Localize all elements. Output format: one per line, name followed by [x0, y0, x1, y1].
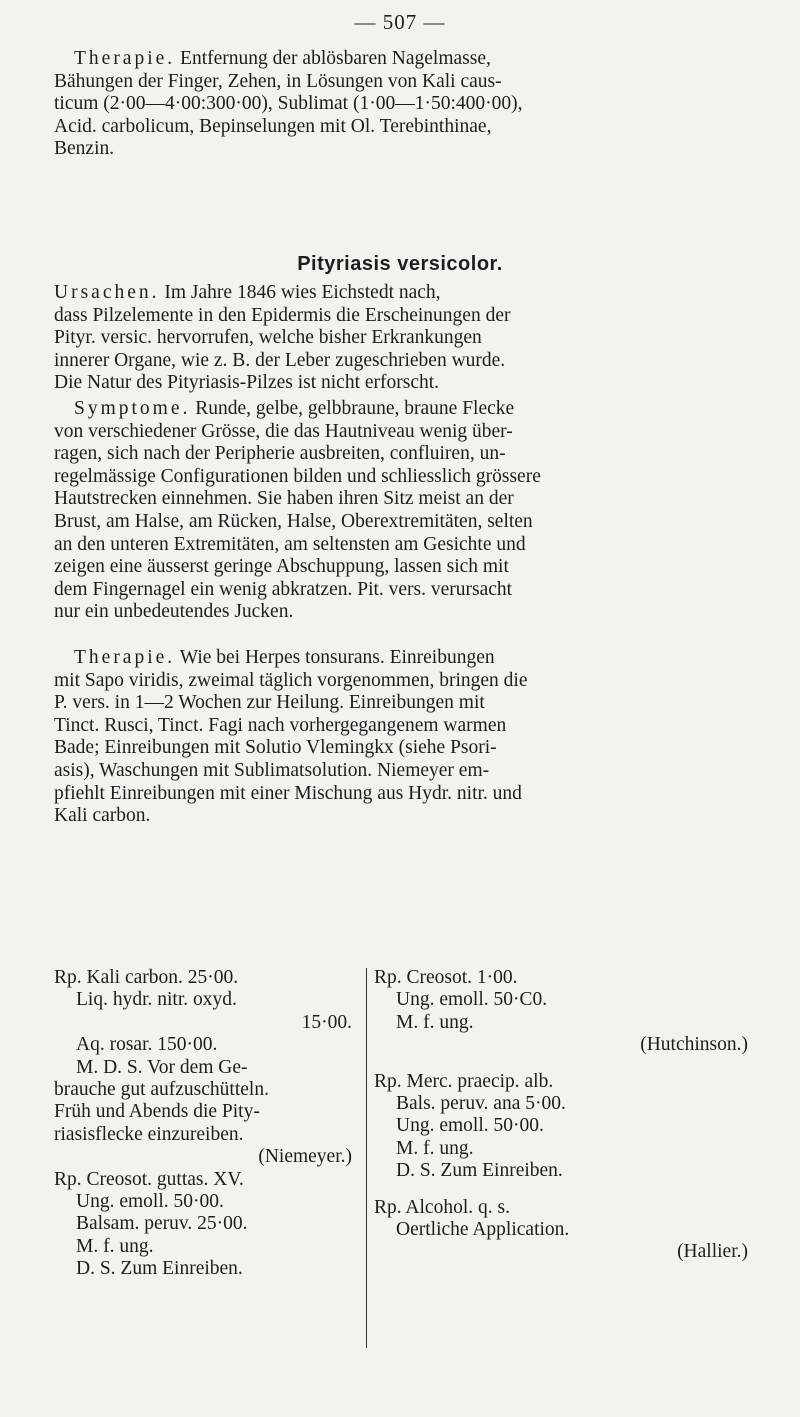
text-line: nur ein unbedeutendes Jucken.	[54, 601, 294, 623]
text-segment: Runde, gelbe, gelbbraune, braune Flecke	[195, 398, 515, 419]
section-title: Pityriasis versicolor.	[297, 253, 503, 275]
text-line: dem Fingernagel ein wenig abkratzen. Pit. vers. verursacht	[54, 578, 513, 600]
paragraph-label: Ursachen.	[54, 282, 160, 303]
recipe-line: Rp. Merc. praecip. alb.	[374, 1070, 554, 1092]
text-segment: Im Jahre 1846 wies Eichstedt nach,	[164, 282, 441, 303]
text-line: Kali carbon.	[54, 805, 151, 827]
text-segment: Wie bei Herpes tonsurans. Einreibungen	[179, 647, 495, 668]
text-line: innerer Organe, wie z. B. der Leber zugeschrieben wurde.	[54, 349, 506, 371]
recipe-line: brauche gut aufzuschütteln.	[54, 1079, 269, 1101]
text-line: Tinct. Rusci, Tinct. Fagi nach vorhergegangenem warmen	[54, 714, 507, 736]
recipe-line: M. f. ung.	[396, 1137, 474, 1159]
text-line: zeigen eine äusserst geringe Abschuppung, lassen sich mit	[54, 556, 509, 578]
recipe-line: (Hallier.)	[677, 1241, 748, 1263]
symptome-paragraph	[54, 398, 748, 624]
recipe-line: Rp. Kali carbon. 25·00.	[54, 967, 239, 988]
recipe-line: Ung. emoll. 50·00.	[396, 1115, 544, 1137]
recipe-line: Oertliche Application.	[396, 1219, 570, 1241]
text-line	[54, 398, 748, 421]
text-line: pfiehlt Einreibungen mit einer Mischung aus Hydr. nitr. und	[54, 782, 522, 804]
recipe-line: Liq. hydr. nitr. oxyd.	[76, 989, 237, 1011]
recipe-line: Früh und Abends die Pity-	[54, 1101, 260, 1123]
text-line: asis), Waschungen mit Sublimatsolution. Niemeyer em-	[54, 759, 490, 781]
text-line: an den unteren Extremitäten, am seltensten am Gesichte und	[54, 533, 526, 555]
text-line: Die Natur des Pityriasis-Pilzes ist nicht erforscht.	[54, 372, 440, 394]
recipe-line: Ung. emoll. 50·C0.	[396, 989, 548, 1011]
recipe-line: Aq. rosar. 150·00.	[76, 1034, 218, 1056]
recipe-line: Rp. Alcohol. q. s.	[374, 1196, 510, 1218]
paragraph-label: Therapie.	[74, 48, 176, 69]
text-segment: Entfernung der ablösbaren Nagelmasse,	[180, 48, 491, 69]
recipe-line: M. f. ung.	[76, 1235, 154, 1257]
ursachen-paragraph	[54, 282, 748, 395]
text-line: ticum (2·00—4·00:300·00), Sublimat (1·00—1·50:400·00),	[54, 93, 523, 115]
column-divider	[366, 968, 367, 1348]
recipe-gap	[374, 1183, 754, 1197]
therapie-paragraph	[54, 647, 748, 828]
text-line: ragen, sich nach der Peripherie ausbreiten, confluiren, un-	[54, 443, 506, 465]
recipes-left-column	[54, 967, 358, 1281]
text-line: Benzin.	[54, 138, 115, 160]
text-line: Brust, am Halse, am Rücken, Halse, Oberextremitäten, selten	[54, 510, 533, 532]
recipe-line: M. D. S. Vor dem Ge-	[76, 1056, 248, 1078]
text-line: P. vers. in 1—2 Wochen zur Heilung. Einreibungen mit	[54, 692, 485, 714]
text-line: dass Pilzelemente in den Epidermis die Erscheinungen der	[54, 304, 511, 326]
text-line	[54, 647, 748, 670]
recipe-line: Balsam. peruv. 25·00.	[76, 1213, 248, 1235]
text-line: Pityr. versic. hervorrufen, welche bisher Erkrankungen	[54, 327, 482, 349]
recipe-line: Rp. Creosot. 1·00.	[374, 967, 518, 988]
recipe-line: 15·00.	[301, 1011, 352, 1033]
recipe-line: Ung. emoll. 50·00.	[76, 1191, 224, 1213]
recipe-line: (Niemeyer.)	[258, 1146, 352, 1168]
recipe-line: M. f. ung.	[396, 1011, 474, 1033]
text-line	[54, 282, 748, 305]
page-number: — 507 —	[354, 10, 446, 34]
text-line: mit Sapo viridis, zweimal täglich vorgenommen, bringen die	[54, 669, 528, 691]
text-line	[54, 48, 748, 71]
paragraph-label: Therapie.	[74, 647, 176, 668]
herpes-therapy-paragraph	[54, 48, 748, 161]
recipe-line: riasisflecke einzureiben.	[54, 1123, 244, 1145]
recipe-line: (Hutchinson.)	[640, 1034, 748, 1056]
recipes-right-column	[374, 967, 754, 1264]
recipe-line: D. S. Zum Einreiben.	[76, 1258, 243, 1280]
text-line: Hautstrecken einnehmen. Sie haben ihren Sitz meist an der	[54, 488, 514, 510]
recipe-line: Rp. Creosot. guttas. XV.	[54, 1168, 244, 1190]
recipe-line: D. S. Zum Einreiben.	[396, 1160, 563, 1182]
text-line: Bade; Einreibungen mit Solutio Vlemingkx (siehe Psori-	[54, 737, 497, 759]
paragraph-label: Symptome.	[74, 398, 191, 419]
text-line: regelmässige Configurationen bilden und schliesslich grössere	[54, 465, 541, 487]
recipe-gap	[374, 1057, 754, 1071]
text-line: von verschiedener Grösse, die das Hautniveau wenig über-	[54, 420, 513, 442]
text-line: Bähungen der Finger, Zehen, in Lösungen von Kali caus-	[54, 70, 502, 92]
recipe-line: Bals. peruv. ana 5·00.	[396, 1093, 566, 1115]
text-line: Acid. carbolicum, Bepinselungen mit Ol. Terebinthinae,	[54, 115, 492, 137]
